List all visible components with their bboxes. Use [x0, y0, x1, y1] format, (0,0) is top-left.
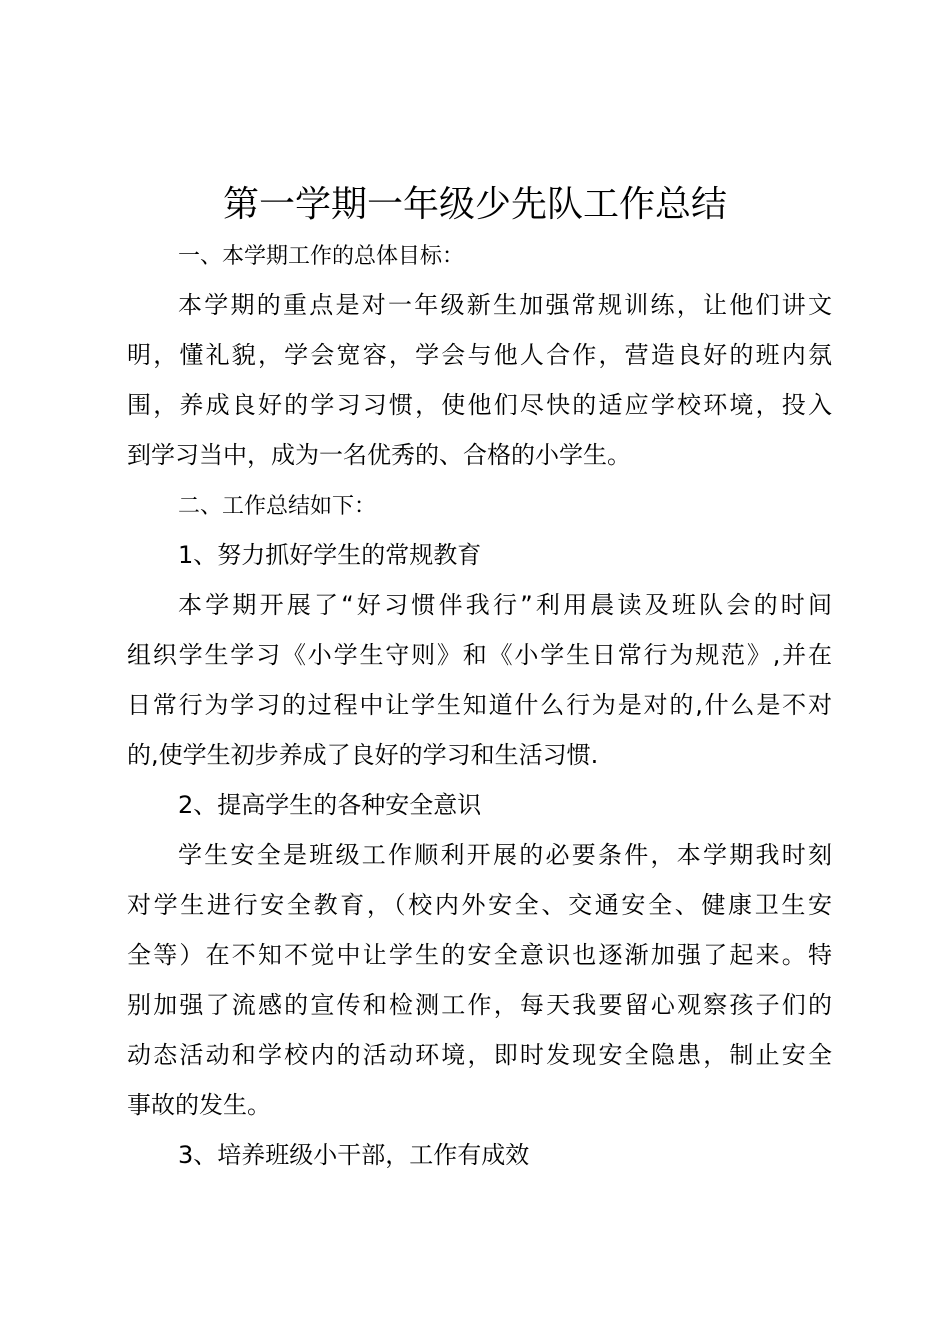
paragraph-line: 到学习当中，成为一名优秀的、合格的小学生。: [127, 441, 631, 469]
paragraph-line: 学生安全是班级工作顺利开展的必要条件，本学期我时刻: [178, 841, 832, 869]
paragraph-line: 事故的发生。: [127, 1091, 271, 1119]
paragraph-line: 明，懂礼貌，学会宽容，学会与他人合作，营造良好的班内氛: [127, 341, 832, 369]
subsection-heading: 3、培养班级小干部，工作有成效: [178, 1141, 530, 1169]
subsection-heading: 1、努力抓好学生的常规教育: [178, 541, 482, 569]
paragraph-line: 围，养成良好的学习习惯，使他们尽快的适应学校环境，投入: [127, 391, 832, 419]
paragraph-line: 别加强了流感的宣传和检测工作，每天我要留心观察孩子们的: [127, 991, 832, 1019]
paragraph-line: 动态活动和学校内的活动环境，即时发现安全隐患，制止安全: [127, 1041, 832, 1069]
section-heading: 二、工作总结如下：: [178, 494, 377, 519]
section-heading: 一、本学期工作的总体目标：: [178, 244, 465, 269]
subsection-heading: 2、提高学生的各种安全意识: [178, 791, 482, 819]
paragraph-line: 全等）在不知不觉中让学生的安全意识也逐渐加强了起来。特: [127, 941, 832, 969]
paragraph-line: 组织学生学习《小学生守则》和《小学生日常行为规范》,并在: [127, 641, 832, 669]
paragraph-line: 的,使学生初步养成了良好的学习和生活习惯.: [127, 741, 599, 769]
paragraph-line: 本学期的重点是对一年级新生加强常规训练，让他们讲文: [178, 291, 832, 319]
paragraph-line: 日常行为学习的过程中让学生知道什么行为是对的,什么是不对: [127, 691, 832, 719]
paragraph-line: 本学期开展了“好习惯伴我行”利用晨读及班队会的时间: [178, 591, 832, 619]
paragraph-line: 对学生进行安全教育，（校内外安全、交通安全、健康卫生安: [127, 891, 832, 919]
document-title: 第一学期一年级少先队工作总结: [222, 184, 727, 225]
